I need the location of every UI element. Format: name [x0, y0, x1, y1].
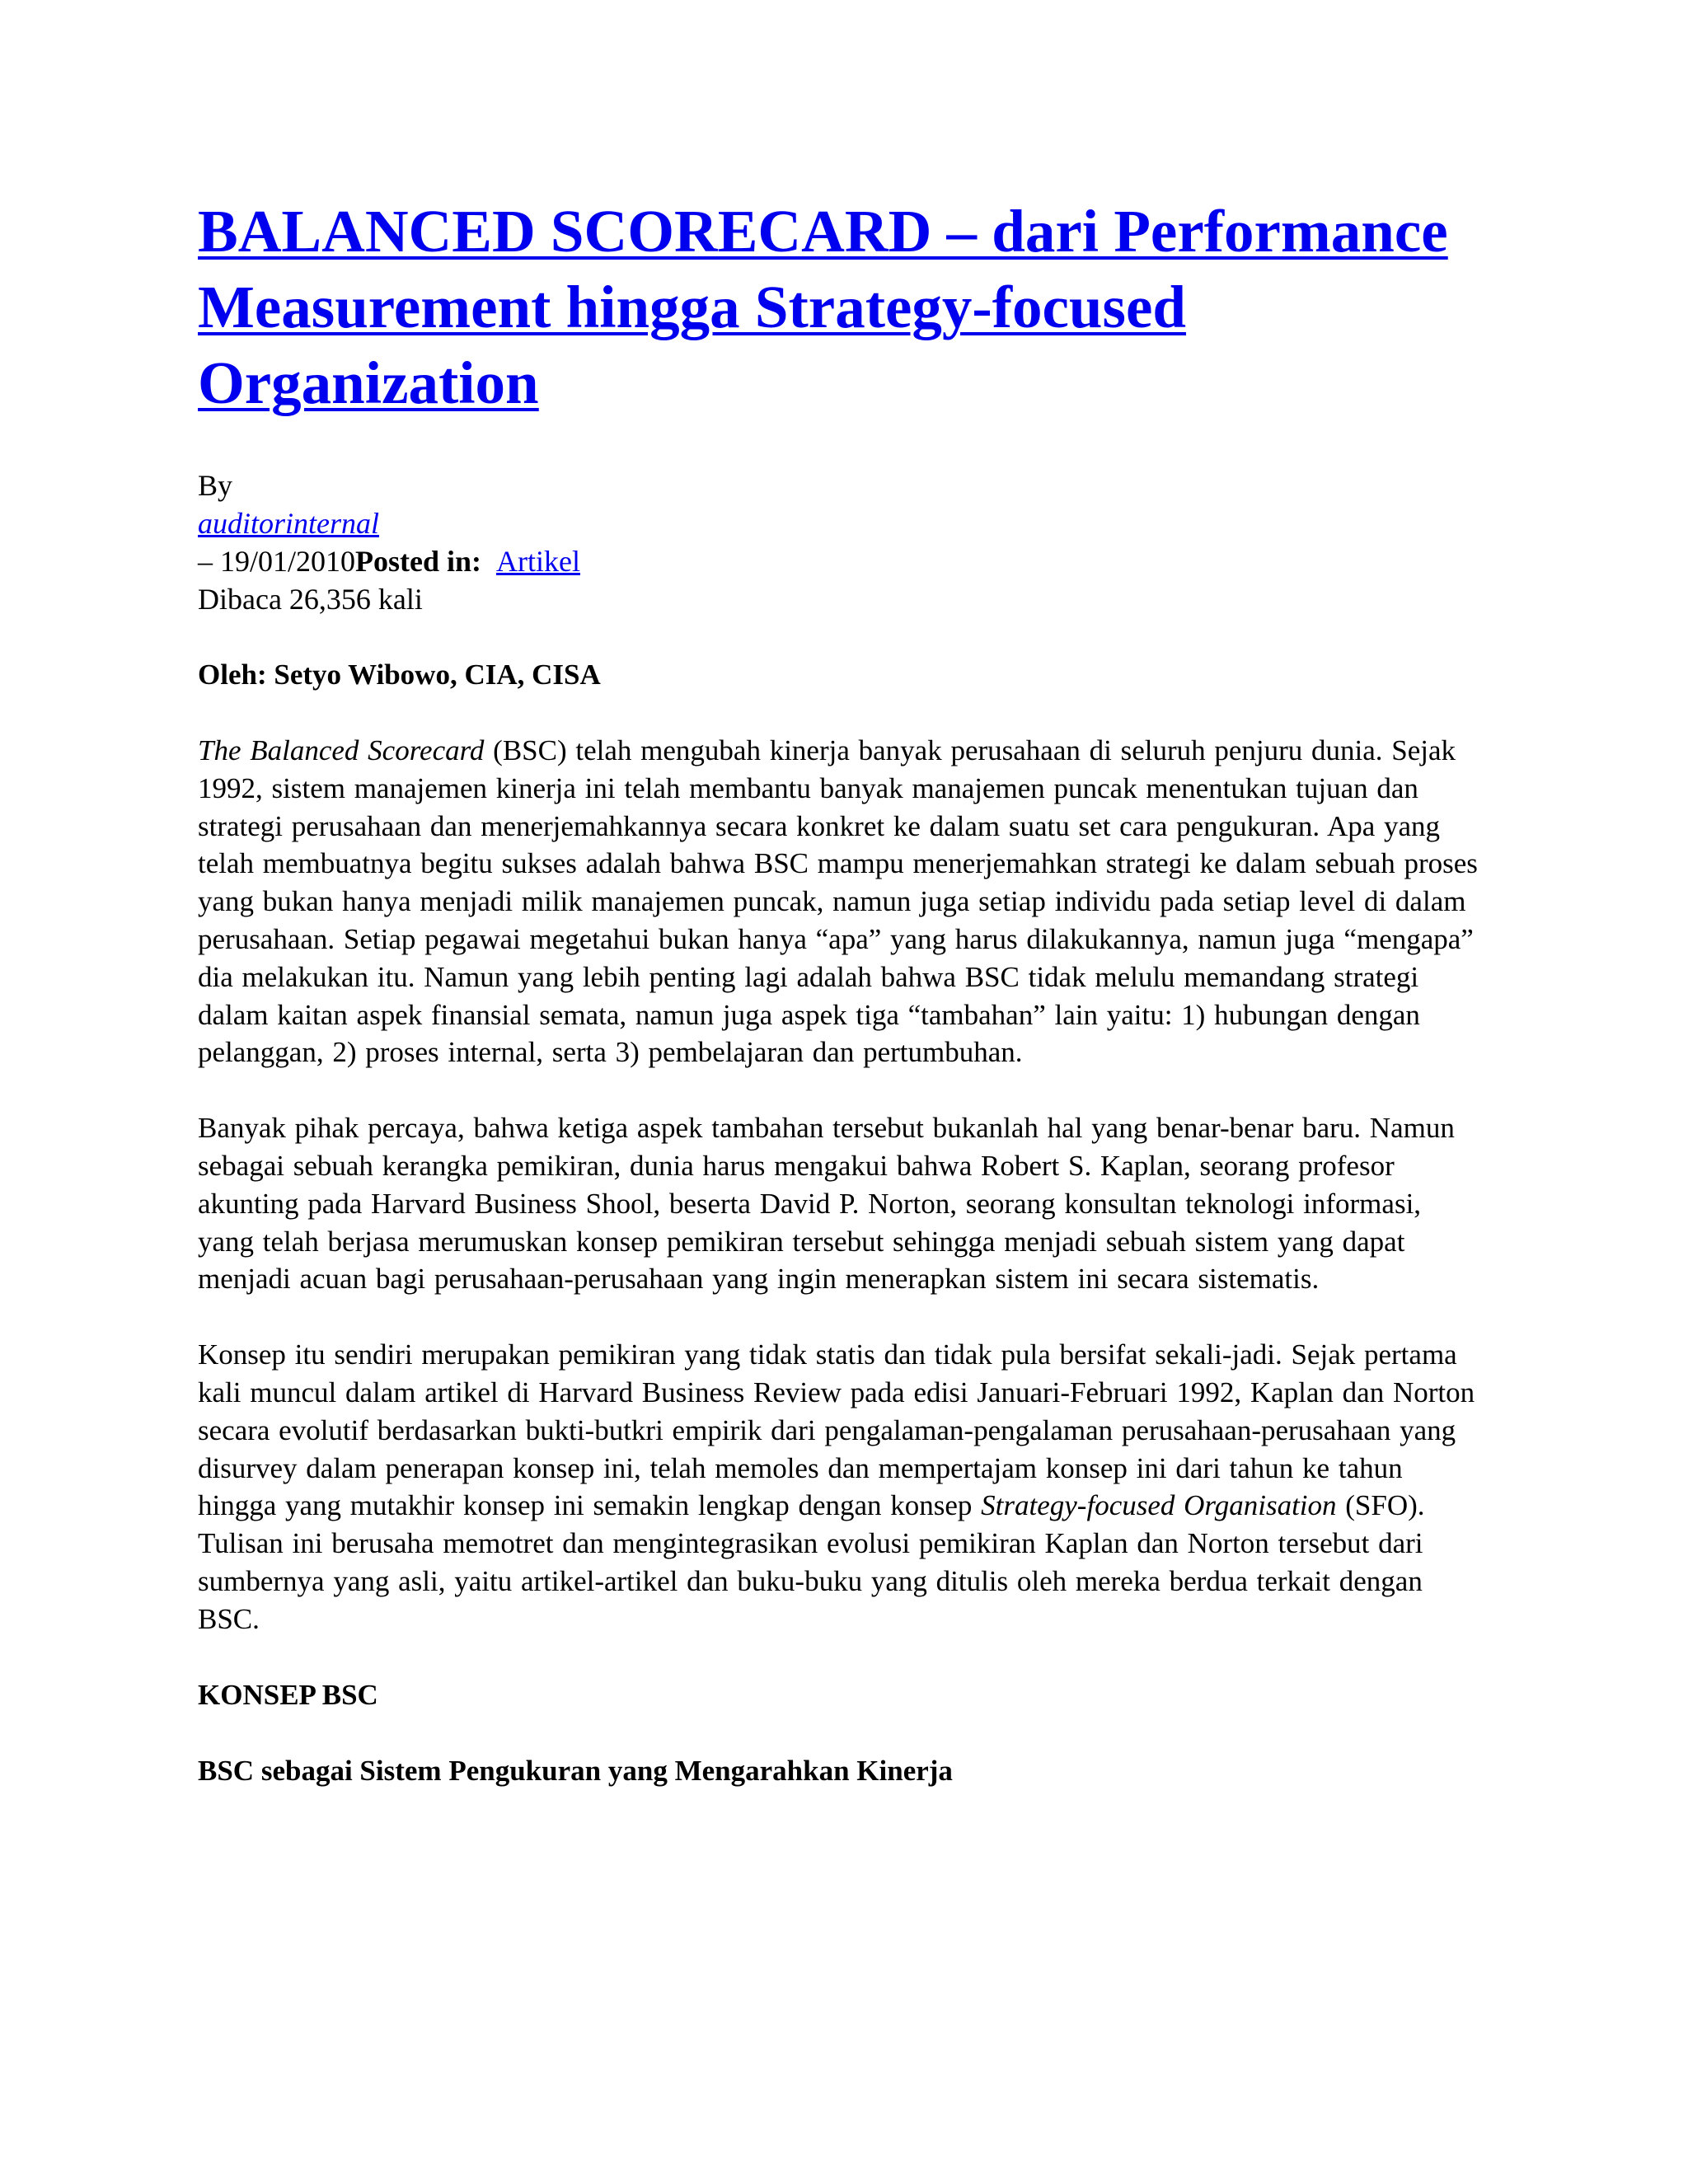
category-link[interactable]: Artikel — [496, 545, 580, 578]
paragraph-3-italic: Strategy-focused Organisation — [981, 1489, 1337, 1522]
paragraph-1-italic-lead: The Balanced Scorecard — [198, 734, 485, 766]
date-posted-line — [198, 542, 1484, 580]
paragraph-1-text: (BSC) telah mengubah kinerja banyak perusahaan di seluruh penjuru dunia. Sejak 1992, sistem manajemen kinerja ini telah membantu banyak manajemen puncak menentukan tujuan dan strategi perusahaan dan menerjemahkannya secara konkret ke dalam suatu set cara pengukuran. Apa yang telah membuatnya begitu sukses adalah bahwa BSC mampu menerjemahkan strategi ke dalam sebuah proses yang bukan hanya menjadi milik manajemen puncak, namun juga setiap individu pada setiap level di dalam perusahaan. Setiap pegawai megetahui bukan hanya “apa” yang harus dilakukannya, namun juga “mengapa” dia melakukan itu. Namun yang lebih penting lagi adalah bahwa BSC tidak melulu memandang strategi dalam kaitan aspek finansial semata, namun juga aspek tiga “tambahan” lain yaitu: 1) hubungan dengan pelanggan, 2) proses internal, serta 3) pembelajaran dan pertumbuhan. — [198, 734, 1478, 1069]
paragraph-2: Banyak pihak percaya, bahwa ketiga aspek tambahan tersebut bukanlah hal yang benar-benar baru. Namun sebagai sebuah kerangka pemikiran, dunia harus mengakui bahwa Robert S. Kaplan, seorang profesor akunting pada Harvard Business Shool, beserta David P. Norton, seorang konsultan teknologi informasi, yang telah berjasa merumuskan konsep pemikiran tersebut sehingga menjadi sebuah sistem yang dapat menjadi acuan bagi perusahaan-perusahaan yang ingin menerapkan sistem ini secara sistematis. — [198, 1112, 1455, 1296]
paragraph-3 — [198, 1336, 1484, 1638]
section-subheading: BSC sebagai Sistem Pengukuran yang Mengarahkan Kinerja — [198, 1754, 953, 1787]
paragraph-3-text-after: (SFO). Tulisan ini berusaha memotret dan mengintegrasikan evolusi pemikiran Kaplan dan Norton tersebut dari sumbernya yang asli, yaitu artikel-artikel dan buku-buku yang ditulis oleh mereka berdua terkait dengan BSC. — [198, 1489, 1425, 1635]
view-count: Dibaca 26,356 kali — [198, 583, 423, 616]
article-meta — [198, 466, 1484, 618]
by-label: By — [198, 469, 233, 502]
paragraph-3-text-before: Konsep itu sendiri merupakan pemikiran yang tidak statis dan tidak pula bersifat sekali-jadi. Sejak pertama kali muncul dalam artikel di Harvard Business Review pada edisi Januari-Februari 1992, Kaplan dan Norton secara evolutif berdasarkan bukti-butkri empirik dari pengalaman-pengalaman perusahaan-perusahaan yang disurvey dalam penerapan konsep ini, telah memoles dan mempertajam konsep ini dari tahun ke tahun hingga yang mutakhir konsep ini semakin lengkap dengan konsep — [198, 1338, 1475, 1522]
section-heading-konsep-bsc: KONSEP BSC — [198, 1678, 378, 1711]
posted-in-label: Posted in: — [355, 545, 482, 578]
paragraph-1 — [198, 732, 1484, 1071]
byline: Oleh: Setyo Wibowo, CIA, CISA — [198, 658, 601, 691]
author-link[interactable]: auditorinternal — [198, 507, 380, 540]
article-title[interactable] — [198, 194, 1484, 421]
article-title-link[interactable]: BALANCED SCORECARD – dari Performance Measurement hingga Strategy-focused Organization — [198, 198, 1448, 416]
document-page — [198, 194, 1484, 1790]
post-date: – 19/01/2010 — [198, 545, 356, 578]
